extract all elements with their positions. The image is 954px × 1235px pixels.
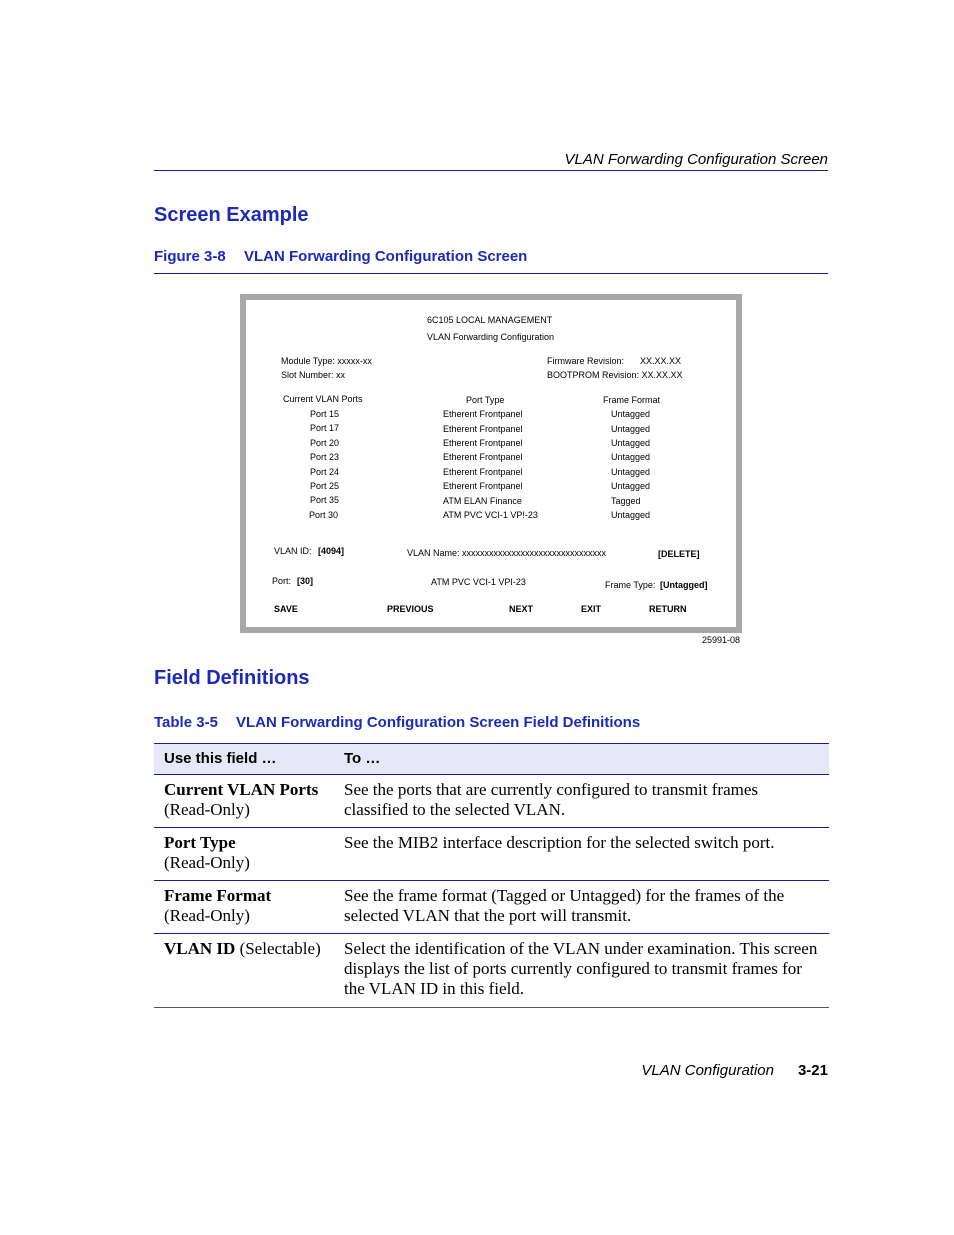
firmware-value: XX.XX.XX (640, 356, 682, 366)
frame-type-label: Frame Type: (605, 580, 656, 590)
field-cell (164, 886, 339, 926)
field-cell (164, 939, 339, 959)
field-description: Select the identification of the VLAN under examination. This screen displays the list of ports currently configured to transmit frames for the VLAN ID in this field. (344, 939, 818, 998)
field-name: Port Type (164, 833, 236, 852)
frame-type-field[interactable]: [Untagged] (660, 580, 708, 590)
table-row (154, 775, 829, 828)
field-name: Current VLAN Ports (164, 780, 319, 799)
terminal-row-port: Port 23 (310, 452, 340, 462)
terminal-screen (240, 294, 742, 633)
firmware-label: Firmware Revision: (547, 356, 625, 366)
terminal-row-type: Etherent Frontpanel (443, 409, 523, 419)
section-heading-field-definitions: Field Definitions (154, 667, 310, 689)
terminal-row-type: Etherent Frontpanel (443, 438, 523, 448)
field-name: Frame Format (164, 886, 272, 905)
slot-number: Slot Number: xx (281, 370, 346, 380)
terminal-row-port: Port 30 (309, 510, 339, 520)
vlan-name: VLAN Name: xxxxxxxxxxxxxxxxxxxxxxxxxxxxxxxx (407, 548, 607, 558)
header-rule (154, 170, 828, 171)
col-port-type: Port Type (466, 395, 505, 405)
terminal-row-type: Etherent Frontpanel (443, 467, 523, 477)
terminal-row-type: ATM ELAN Finance (443, 496, 522, 506)
previous-command[interactable]: PREVIOUS (387, 604, 434, 614)
table-label: Table 3-5 (154, 714, 218, 731)
exit-command[interactable]: EXIT (581, 604, 602, 614)
terminal-row-port: Port 25 (310, 481, 340, 491)
terminal-row-type: Etherent Frontpanel (443, 452, 523, 462)
terminal-row-port: Port 17 (310, 423, 340, 433)
terminal-row-format: Untagged (611, 409, 651, 419)
port-field[interactable]: [30] (297, 576, 314, 586)
field-note: (Read-Only) (164, 906, 250, 925)
table-header (154, 743, 829, 775)
module-type: Module Type: xxxxx-xx (281, 356, 372, 366)
terminal-row-format: Tagged (611, 496, 641, 506)
port-label: Port: (272, 576, 292, 586)
terminal-row-format: Untagged (611, 424, 651, 434)
terminal-row-port: Port 15 (310, 409, 340, 419)
terminal-row-port: Port 24 (310, 467, 340, 477)
col-current-vlan-ports: Current VLAN Ports (283, 394, 363, 404)
terminal-row-type: Etherent Frontpanel (443, 424, 523, 434)
figure-rule (154, 273, 828, 274)
terminal-row-type: Etherent Frontpanel (443, 481, 523, 491)
header-use-this-field: Use this field … (164, 750, 277, 767)
field-note: (Read-Only) (164, 853, 250, 872)
terminal-row-type: ATM PVC VCI-1 VP!-23 (443, 510, 538, 520)
terminal-row-format: Untagged (611, 467, 651, 477)
table-row (154, 934, 829, 1008)
footer-title: VLAN Configuration (641, 1062, 774, 1079)
delete-command[interactable]: [DELETE] (658, 549, 700, 559)
return-command[interactable]: RETURN (649, 604, 687, 614)
save-command[interactable]: SAVE (274, 604, 298, 614)
terminal-row-port: Port 35 (310, 495, 340, 505)
table-caption (154, 714, 640, 731)
field-note: (Selectable) (235, 939, 321, 958)
terminal-row-format: Untagged (611, 481, 651, 491)
page-number: 3-21 (797, 1062, 828, 1079)
bootprom-revision: BOOTPROM Revision: XX.XX.XX (547, 370, 683, 380)
figure-label: Figure 3-8 (154, 248, 226, 265)
field-cell (164, 780, 339, 820)
field-cell (164, 833, 339, 873)
terminal-subtitle: VLAN Forwarding Configuration (427, 332, 555, 342)
terminal-row-port: Port 20 (310, 438, 340, 448)
vlan-id-label: VLAN ID: (274, 546, 312, 556)
running-header: VLAN Forwarding Configuration Screen (564, 151, 828, 168)
table-row (154, 881, 829, 934)
field-description: See the frame format (Tagged or Untagged) for the frames of the selected VLAN that the port will transmit. (344, 886, 785, 925)
field-note: (Read-Only) (164, 800, 250, 819)
terminal-row-format: Untagged (611, 510, 651, 520)
terminal-row-format: Untagged (611, 438, 651, 448)
page-footer (641, 1062, 828, 1079)
field-description: See the MIB2 interface description for the selected switch port. (344, 833, 775, 852)
vlan-id-field[interactable]: [4094] (318, 546, 345, 556)
figure-title: VLAN Forwarding Configuration Screen (244, 248, 528, 265)
field-name: VLAN ID (164, 939, 236, 958)
atm-pvc-info: ATM PVC VCI-1 VPI-23 (431, 577, 526, 587)
figure-caption (154, 248, 527, 265)
figure-number: 25991-08 (702, 635, 741, 645)
next-command[interactable]: NEXT (509, 604, 534, 614)
col-frame-format: Frame Format (603, 395, 661, 405)
terminal-row-format: Untagged (611, 452, 651, 462)
table-row (154, 828, 829, 881)
field-description: See the ports that are currently configured to transmit frames classified to the selected VLAN. (344, 780, 758, 819)
header-to: To … (344, 750, 381, 767)
section-heading-screen-example: Screen Example (154, 204, 309, 226)
field-definitions-table (154, 743, 829, 1008)
table-title: VLAN Forwarding Configuration Screen Field Definitions (236, 714, 641, 731)
terminal-title: 6C105 LOCAL MANAGEMENT (427, 315, 553, 325)
